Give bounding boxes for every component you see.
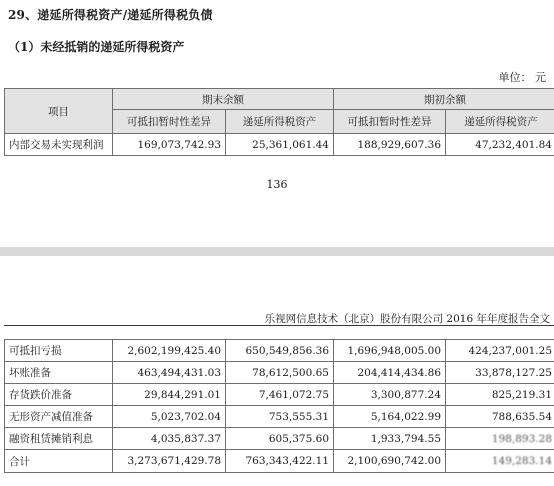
row-label: 合计 <box>5 450 113 473</box>
subsection-title: （1）未经抵销的递延所得税资产 <box>8 40 185 54</box>
table-row <box>5 384 554 406</box>
table-cell: 650,549,856.36 <box>226 340 334 362</box>
period-begin-header: 期初余额 <box>334 89 554 110</box>
column-header: 可抵扣暂时性差异 <box>113 110 226 134</box>
table-cell: 47,232,401.84 <box>446 134 554 156</box>
table-cell: 4,035,837.37 <box>113 428 226 450</box>
table-cell: 7,461,072.75 <box>226 384 334 406</box>
table-row <box>5 340 554 362</box>
table-cell: 149,283.14 <box>446 450 554 473</box>
table-cell: 788,635.54 <box>446 406 554 428</box>
table-cell: 198,893.28 <box>446 428 554 450</box>
table-cell: 2,602,199,425.40 <box>113 340 226 362</box>
table-cell: 825,219.31 <box>446 384 554 406</box>
column-header: 可抵扣暂时性差异 <box>334 110 446 134</box>
table-cell: 169,073,742.93 <box>113 134 226 156</box>
table-cell: 1,696,948,005.00 <box>334 340 446 362</box>
page-break-divider <box>0 247 554 256</box>
deferred-tax-asset-table-continued <box>4 339 554 473</box>
table-cell: 5,023,702.04 <box>113 406 226 428</box>
table-cell: 204,414,434.86 <box>334 362 446 384</box>
table-cell: 1,933,794.55 <box>334 428 446 450</box>
row-label: 融资租赁摊销利息 <box>5 428 113 450</box>
table-cell: 3,300,877.24 <box>334 384 446 406</box>
table-row <box>5 428 554 450</box>
row-label: 内部交易未实现利润 <box>5 134 113 156</box>
table-cell: 424,237,001.25 <box>446 340 554 362</box>
row-label: 可抵扣亏损 <box>5 340 113 362</box>
table-cell: 25,361,061.44 <box>226 134 334 156</box>
table-total-row <box>5 450 554 473</box>
table-cell: 78,612,500.65 <box>226 362 334 384</box>
table-cell: 763,343,422.11 <box>226 450 334 473</box>
table-cell: 5,164,022.99 <box>334 406 446 428</box>
row-label: 无形资产减值准备 <box>5 406 113 428</box>
page-number: 136 <box>266 178 288 191</box>
table-row <box>5 406 554 428</box>
row-label: 存货跌价准备 <box>5 384 113 406</box>
deferred-tax-asset-table <box>4 88 554 156</box>
table-cell: 3,273,671,429.78 <box>113 450 226 473</box>
table-cell: 188,929,607.36 <box>334 134 446 156</box>
table-cell: 33,878,127.25 <box>446 362 554 384</box>
period-end-header: 期末余额 <box>113 89 334 110</box>
table-cell: 463,494,431.03 <box>113 362 226 384</box>
report-header-title: 乐视网信息技术（北京）股份有限公司 2016 年年度报告全文 <box>264 313 550 325</box>
table-cell: 605,375.60 <box>226 428 334 450</box>
item-header: 项目 <box>5 89 113 134</box>
row-label: 坏账准备 <box>5 362 113 384</box>
unit-label: 单位： 元 <box>498 71 546 84</box>
column-header: 递延所得税资产 <box>446 110 554 134</box>
section-title: 29、递延所得税资产/递延所得税负债 <box>8 8 213 22</box>
table-header-row <box>5 89 554 110</box>
table-cell: 29,844,291.01 <box>113 384 226 406</box>
column-header: 递延所得税资产 <box>226 110 334 134</box>
table-cell: 2,100,690,742.00 <box>334 450 446 473</box>
table-row <box>5 362 554 384</box>
table-cell: 753,555.31 <box>226 406 334 428</box>
table-row <box>5 134 554 156</box>
header-rule <box>4 325 554 326</box>
